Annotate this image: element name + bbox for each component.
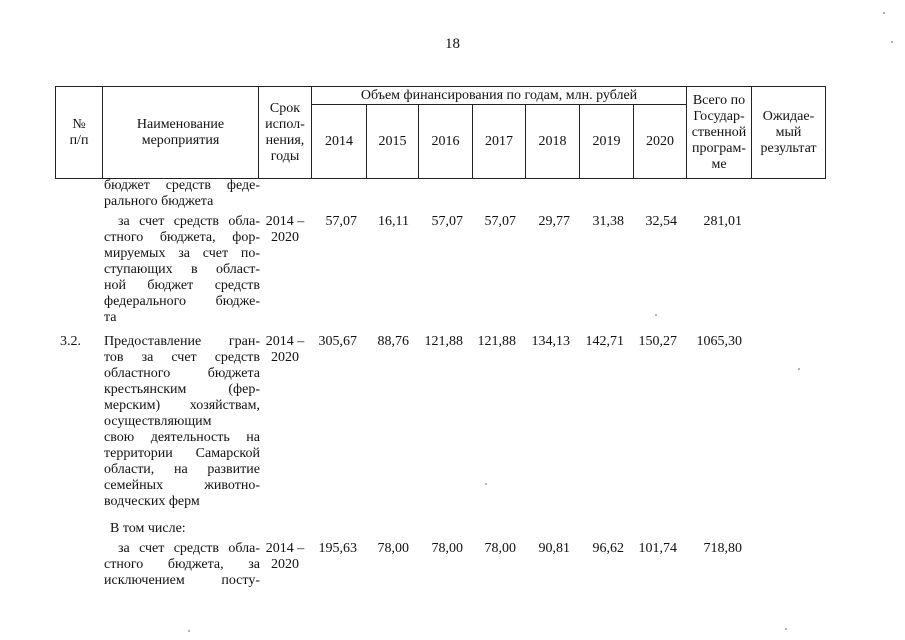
header-year-2016: 2016 <box>419 105 473 179</box>
term-line: 2014 – <box>265 334 305 349</box>
header-result-cell <box>752 87 826 179</box>
header-total-line: Государ- <box>693 108 745 124</box>
scan-speck <box>798 368 800 370</box>
header-total-line: програм- <box>692 140 746 156</box>
term-line: 2014 – <box>265 541 305 556</box>
header-number-line: п/п <box>69 132 89 148</box>
value-2017: 57,07 <box>484 214 516 229</box>
header-year-2018: 2018 <box>526 105 580 179</box>
term-line: 2020 <box>271 557 299 572</box>
name-line: области, на развитие <box>104 462 260 477</box>
row-term <box>259 334 311 366</box>
value-total: 281,01 <box>703 214 742 229</box>
name-line: рального бюджета <box>104 194 214 209</box>
name-line: за счет средств обла- <box>118 541 260 556</box>
value-2016: 78,00 <box>431 541 463 556</box>
scan-speck <box>785 628 787 630</box>
value-2015: 78,00 <box>377 541 409 556</box>
value-2015: 16,11 <box>378 214 409 229</box>
value-2018: 90,81 <box>538 541 570 556</box>
value-2017: 121,88 <box>477 334 516 349</box>
name-line: крестьянским (фер- <box>104 382 260 397</box>
header-total-line: ме <box>711 156 727 172</box>
name-line: осуществляющим <box>104 414 212 429</box>
name-line: территории Самарской <box>104 446 260 461</box>
header-name-line: мероприятия <box>141 132 220 148</box>
value-2014: 57,07 <box>325 214 357 229</box>
header-result-line: результат <box>760 140 817 156</box>
name-line: бюджет средств феде- <box>104 178 260 193</box>
header-total-line: ственной <box>691 124 747 140</box>
term-line: 2020 <box>271 230 299 245</box>
header-term-line: испол- <box>265 116 305 132</box>
row-number: 3.2. <box>60 334 81 349</box>
name-line: Предоставление гран- <box>104 334 260 349</box>
name-line: стного бюджета, за <box>104 557 260 572</box>
header-name-line: Наименование <box>136 116 225 132</box>
header-number-cell <box>56 87 103 179</box>
name-line: за счет средств обла- <box>118 214 260 229</box>
value-2014: 305,67 <box>318 334 357 349</box>
row-including-label: В том числе: <box>110 521 186 536</box>
page-number: 18 <box>445 36 460 52</box>
row-regional-federal-name-rest <box>104 230 260 326</box>
name-line: исключением посту- <box>104 573 260 588</box>
name-line: мерским) хозяйствам, <box>104 398 260 413</box>
header-year-2014: 2014 <box>312 105 367 179</box>
scan-speck <box>188 630 190 632</box>
header-total-line: Всего по <box>692 92 746 108</box>
value-2017: 78,00 <box>484 541 516 556</box>
value-2019: 31,38 <box>592 214 624 229</box>
header-term-cell <box>259 87 312 179</box>
header-term-line: Срок <box>269 100 301 116</box>
name-line: водческих ферм <box>104 494 200 509</box>
scan-speck <box>655 314 657 316</box>
name-line: федерального бюдже- <box>104 294 260 309</box>
name-line: свою деятельность на <box>104 430 260 445</box>
row-regional-excl-name <box>118 541 260 557</box>
header-number-line: № <box>72 116 86 132</box>
value-2016: 57,07 <box>431 214 463 229</box>
value-2014: 195,63 <box>318 541 357 556</box>
name-line: тов за счет средств <box>104 350 260 365</box>
row-regional-federal-name <box>118 214 260 230</box>
value-total: 718,80 <box>703 541 742 556</box>
value-2020: 32,54 <box>645 214 677 229</box>
header-year-2015: 2015 <box>367 105 419 179</box>
name-line: ступающих в област- <box>104 262 260 277</box>
name-line: ной бюджет средств <box>104 278 260 293</box>
table-header <box>55 86 826 179</box>
scan-speck <box>883 12 885 14</box>
term-line: 2014 – <box>265 214 305 229</box>
value-total: 1065,30 <box>696 334 742 349</box>
name-line: семейных животно- <box>104 478 260 493</box>
header-result-line: мый <box>775 124 802 140</box>
header-year-2017: 2017 <box>473 105 526 179</box>
name-line: та <box>104 310 117 325</box>
value-2015: 88,76 <box>377 334 409 349</box>
header-year-2020: 2020 <box>634 105 687 179</box>
row-term <box>259 214 311 246</box>
header-term-line: нения, <box>265 132 305 148</box>
header-result-line: Ожидае- <box>762 108 815 124</box>
value-2019: 96,62 <box>592 541 624 556</box>
header-total-cell <box>687 87 752 179</box>
value-2019: 142,71 <box>585 334 624 349</box>
value-2020: 150,27 <box>638 334 677 349</box>
row-term <box>259 541 311 573</box>
scan-speck <box>485 483 487 485</box>
header-term-line: годы <box>270 148 300 164</box>
name-line: мируемых за счет по- <box>104 246 260 261</box>
name-line: областного бюджета <box>104 366 260 381</box>
value-2020: 101,74 <box>638 541 677 556</box>
value-2016: 121,88 <box>424 334 463 349</box>
row-grants-name <box>104 334 260 510</box>
header-name-cell <box>103 87 259 179</box>
row-regional-excl-name-rest <box>104 557 260 589</box>
row-continuation-name <box>104 178 260 210</box>
term-line: 2020 <box>271 350 299 365</box>
header-funding-title: Объем финансирования по годам, млн. рублей <box>312 87 687 105</box>
value-2018: 29,77 <box>538 214 570 229</box>
header-year-2019: 2019 <box>580 105 634 179</box>
scan-speck <box>891 41 893 43</box>
name-line: стного бюджета, фор- <box>104 230 260 245</box>
value-2018: 134,13 <box>531 334 570 349</box>
